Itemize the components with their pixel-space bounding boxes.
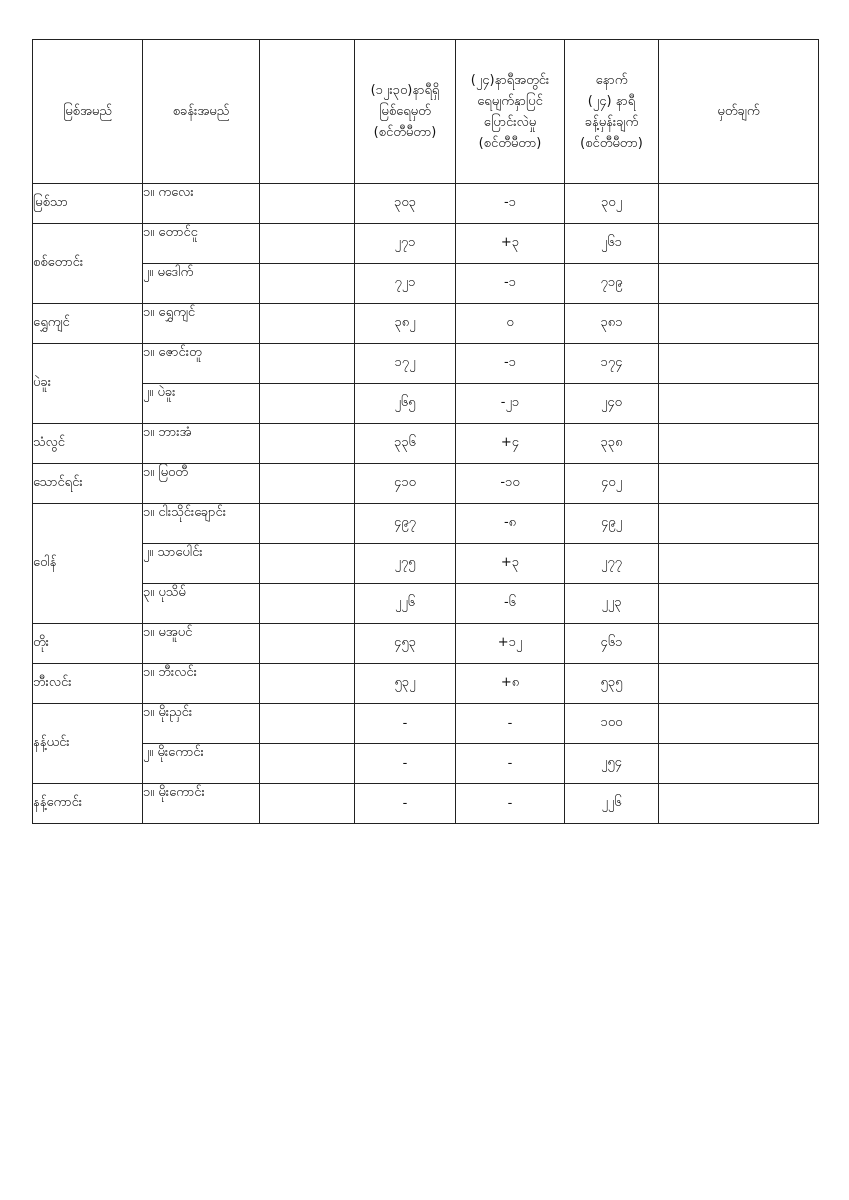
forecast-24h-cell: ၂၂၃ bbox=[565, 584, 659, 624]
station-name-cell: ၁။ ဘီးလင်း bbox=[143, 664, 260, 704]
remarks-cell bbox=[659, 384, 819, 424]
current-level-cell: - bbox=[355, 744, 456, 784]
current-level-cell: ၂၂၆ bbox=[355, 584, 456, 624]
remarks-cell bbox=[659, 744, 819, 784]
remarks-cell bbox=[659, 584, 819, 624]
blank-cell bbox=[260, 584, 355, 624]
river-name-cell: နန့်ကောင်း bbox=[33, 784, 143, 824]
current-level-cell: ၄၁၀ bbox=[355, 464, 456, 504]
forecast-24h-cell: ၄၀၂ bbox=[565, 464, 659, 504]
river-name-cell: သံလွင် bbox=[33, 424, 143, 464]
remarks-cell bbox=[659, 344, 819, 384]
table-row bbox=[33, 424, 819, 464]
station-name-cell: ၁။ ရွှေကျင် bbox=[143, 304, 260, 344]
table-row bbox=[33, 384, 819, 424]
change-24h-cell: ၀ bbox=[456, 304, 565, 344]
table-body bbox=[33, 184, 819, 824]
table-row bbox=[33, 184, 819, 224]
table-row bbox=[33, 344, 819, 384]
station-name-cell: ၂။ သာပေါင်း bbox=[143, 544, 260, 584]
change-24h-cell: -၁ bbox=[456, 344, 565, 384]
forecast-24h-cell: ၅၃၅ bbox=[565, 664, 659, 704]
station-name-cell: ၁။ မြဝတီ bbox=[143, 464, 260, 504]
forecast-24h-cell: ၄၆၁ bbox=[565, 624, 659, 664]
change-24h-cell: - bbox=[456, 744, 565, 784]
blank-cell bbox=[260, 704, 355, 744]
table-row bbox=[33, 504, 819, 544]
current-level-cell: ၃၀၃ bbox=[355, 184, 456, 224]
station-name-cell: ၁။ မအူပင် bbox=[143, 624, 260, 664]
header-river-name: မြစ်အမည် bbox=[33, 40, 143, 184]
blank-cell bbox=[260, 744, 355, 784]
change-24h-cell: +၄ bbox=[456, 424, 565, 464]
remarks-cell bbox=[659, 224, 819, 264]
change-24h-cell: -၂၁ bbox=[456, 384, 565, 424]
blank-cell bbox=[260, 464, 355, 504]
station-name-cell: ၁။ ဘားအံ bbox=[143, 424, 260, 464]
header-change-24h: (၂၄)နာရီအတွင်း ရေမျက်နှာပြင် ပြောင်းလဲမှု (စင်တီမီတာ) bbox=[456, 40, 565, 184]
current-level-cell: ၃၃၆ bbox=[355, 424, 456, 464]
forecast-24h-cell: ၃၀၂ bbox=[565, 184, 659, 224]
current-level-cell: ၁၇၂ bbox=[355, 344, 456, 384]
forecast-24h-cell: ၁၇၄ bbox=[565, 344, 659, 384]
change-24h-cell: +၃ bbox=[456, 224, 565, 264]
change-24h-cell: +၃ bbox=[456, 544, 565, 584]
table-row bbox=[33, 784, 819, 824]
current-level-cell: ၇၂၁ bbox=[355, 264, 456, 304]
table-row bbox=[33, 264, 819, 304]
station-name-cell: ၁။ မိုးကောင်း bbox=[143, 784, 260, 824]
table-row bbox=[33, 704, 819, 744]
station-name-cell: ၂။ မဒေါက် bbox=[143, 264, 260, 304]
station-name-cell: ၂။ မိုးကောင်း bbox=[143, 744, 260, 784]
change-24h-cell: -၁ bbox=[456, 184, 565, 224]
table-row bbox=[33, 304, 819, 344]
change-24h-cell: - bbox=[456, 704, 565, 744]
forecast-24h-cell: ၂၇၇ bbox=[565, 544, 659, 584]
station-name-cell: ၁။ ငါးသိုင်းချောင်း bbox=[143, 504, 260, 544]
blank-cell bbox=[260, 424, 355, 464]
remarks-cell bbox=[659, 304, 819, 344]
change-24h-cell: +၁၂ bbox=[456, 624, 565, 664]
remarks-cell bbox=[659, 544, 819, 584]
blank-cell bbox=[260, 184, 355, 224]
remarks-cell bbox=[659, 184, 819, 224]
blank-cell bbox=[260, 264, 355, 304]
remarks-cell bbox=[659, 704, 819, 744]
remarks-cell bbox=[659, 264, 819, 304]
table-row bbox=[33, 664, 819, 704]
river-name-cell: ဝေါန် bbox=[33, 504, 143, 624]
change-24h-cell: -၈ bbox=[456, 504, 565, 544]
river-name-cell: ပဲခူး bbox=[33, 344, 143, 424]
forecast-24h-cell: ၂၅၄ bbox=[565, 744, 659, 784]
change-24h-cell: - bbox=[456, 784, 565, 824]
table-row bbox=[33, 624, 819, 664]
forecast-24h-cell: ၃၈၁ bbox=[565, 304, 659, 344]
current-level-cell: ၂၇၅ bbox=[355, 544, 456, 584]
table-row bbox=[33, 464, 819, 504]
current-level-cell: ၅၃၂ bbox=[355, 664, 456, 704]
blank-cell bbox=[260, 504, 355, 544]
blank-cell bbox=[260, 784, 355, 824]
river-name-cell: တိုး bbox=[33, 624, 143, 664]
forecast-24h-cell: ၂၄၀ bbox=[565, 384, 659, 424]
table-row bbox=[33, 584, 819, 624]
current-level-cell: - bbox=[355, 704, 456, 744]
change-24h-cell: -၁၀ bbox=[456, 464, 565, 504]
forecast-24h-cell: ၂၆၁ bbox=[565, 224, 659, 264]
station-name-cell: ၂။ ပဲခူး bbox=[143, 384, 260, 424]
header-current-level: (၁၂း၃၀)နာရီရှိ မြစ်ရေမှတ် (စင်တီမီတာ) bbox=[355, 40, 456, 184]
station-name-cell: ၁။ ကလေး bbox=[143, 184, 260, 224]
forecast-24h-cell: ၇၁၉ bbox=[565, 264, 659, 304]
remarks-cell bbox=[659, 664, 819, 704]
station-name-cell: ၁။ ဇောင်းတူ bbox=[143, 344, 260, 384]
blank-cell bbox=[260, 344, 355, 384]
current-level-cell: ၄၅၃ bbox=[355, 624, 456, 664]
change-24h-cell: +၈ bbox=[456, 664, 565, 704]
river-name-cell: ရွှေကျင် bbox=[33, 304, 143, 344]
remarks-cell bbox=[659, 464, 819, 504]
river-name-cell: နန့်ယင်း bbox=[33, 704, 143, 784]
river-name-cell: မြစ်သာ bbox=[33, 184, 143, 224]
header-forecast-24h: နောက် (၂၄) နာရီ ခန့်မှန်းချက် (စင်တီမီတာ) bbox=[565, 40, 659, 184]
blank-cell bbox=[260, 384, 355, 424]
remarks-cell bbox=[659, 424, 819, 464]
current-level-cell: ၄၉၇ bbox=[355, 504, 456, 544]
current-level-cell: ၂၆၅ bbox=[355, 384, 456, 424]
table-row bbox=[33, 744, 819, 784]
station-name-cell: ၁။ တောင်ငူ bbox=[143, 224, 260, 264]
station-name-cell: ၃။ ပုသိမ် bbox=[143, 584, 260, 624]
change-24h-cell: -၁ bbox=[456, 264, 565, 304]
river-name-cell: ဘီးလင်း bbox=[33, 664, 143, 704]
current-level-cell: - bbox=[355, 784, 456, 824]
forecast-24h-cell: ၂၂၆ bbox=[565, 784, 659, 824]
remarks-cell bbox=[659, 504, 819, 544]
forecast-24h-cell: ၃၃၈ bbox=[565, 424, 659, 464]
river-name-cell: စစ်တောင်း bbox=[33, 224, 143, 304]
forecast-24h-cell: ၁၀၀ bbox=[565, 704, 659, 744]
blank-cell bbox=[260, 624, 355, 664]
current-level-cell: ၂၇၁ bbox=[355, 224, 456, 264]
blank-cell bbox=[260, 544, 355, 584]
river-name-cell: သောင်ရင်း bbox=[33, 464, 143, 504]
header-blank bbox=[260, 40, 355, 184]
header-row bbox=[33, 40, 819, 184]
header-station-name: စခန်းအမည် bbox=[143, 40, 260, 184]
remarks-cell bbox=[659, 624, 819, 664]
table-row bbox=[33, 544, 819, 584]
blank-cell bbox=[260, 224, 355, 264]
river-level-table bbox=[32, 39, 819, 824]
header-remarks: မှတ်ချက် bbox=[659, 40, 819, 184]
blank-cell bbox=[260, 304, 355, 344]
remarks-cell bbox=[659, 784, 819, 824]
station-name-cell: ၁။ မိုးညှင်း bbox=[143, 704, 260, 744]
forecast-24h-cell: ၄၉၂ bbox=[565, 504, 659, 544]
current-level-cell: ၃၈၂ bbox=[355, 304, 456, 344]
table-row bbox=[33, 224, 819, 264]
change-24h-cell: -၆ bbox=[456, 584, 565, 624]
blank-cell bbox=[260, 664, 355, 704]
